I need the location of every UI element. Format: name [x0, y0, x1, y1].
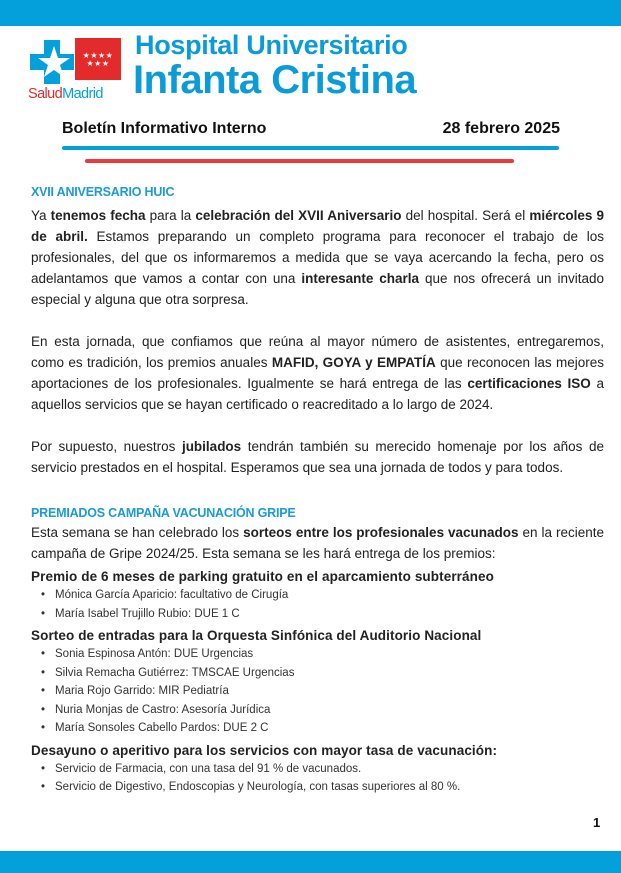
hospital-name-line2: Infanta Cristina [133, 58, 417, 102]
bold-text: certificaciones ISO [467, 376, 591, 391]
list-item: • María Sonsoles Cabello Pardos: DUE 2 C [41, 719, 604, 738]
flu-intro-paragraph [31, 522, 604, 564]
divider-red [85, 159, 514, 163]
text-run: Esta semana se han celebrado los [31, 525, 244, 540]
text-run: Ya [31, 208, 51, 223]
divider-blue [62, 146, 559, 150]
prize-title-breakfast: Desayuno o aperitivo para los servicios con mayor tasa de vacunación: [31, 742, 498, 758]
logo-wordmark [28, 86, 103, 102]
winners-list-breakfast [31, 760, 604, 797]
text-run: del hospital. Será el [401, 208, 530, 223]
list-item: • Silvia Remacha Gutiérrez: TMSCAE Urgencias [41, 664, 604, 683]
text-run: que nos ofrecerá un invitado especial y alguna que otra sorpresa. [31, 271, 605, 307]
salud-madrid-logo [28, 36, 124, 102]
bold-text: miércoles 9 de abril. [31, 208, 605, 244]
newsletter-content [31, 183, 604, 797]
flag-stars-bottom: ★★★ [86, 59, 110, 68]
text-run: tendrán también su merecido homenaje por los años de servicio prestados en el hospital. Esperamos que sea una jornada de todos y para todos. [31, 439, 604, 475]
bold-text: interesante charla [301, 271, 420, 286]
bold-text: MAFID, GOYA y EMPATÍA [271, 355, 436, 370]
star-cross-icon [30, 40, 74, 84]
anniversary-paragraph-2 [31, 331, 604, 415]
flag-stars-top: ★★★★ [82, 51, 114, 60]
section-title-anniversary: XVII ANIVERSARIO HUIC [31, 185, 175, 199]
anniversary-paragraph-3 [31, 436, 604, 478]
text-run: En esta jornada, que confiamos que reúna al mayor número de asistentes, entregaremos, como es tradición, los premios anuales [31, 334, 604, 370]
prize-title-orchestra: Sorteo de entradas para la Orquesta Sinfónica del Auditorio Nacional [31, 628, 482, 643]
text-run: Estamos preparando un completo programa para reconocer el trabajo de los profesionales, del que os informaremos a medida que se vaya acercando la fecha, pero os adelantamos que vamos a contar con una [31, 229, 605, 286]
text-run: para la [145, 208, 196, 223]
logo-salud: Salud [28, 86, 63, 102]
list-item: • Maria Rojo Garrido: MIR Pediatría [41, 682, 604, 701]
madrid-flag [75, 38, 121, 80]
list-item: • Nuria Monjas de Castro: Asesoría Jurídica [41, 701, 604, 720]
list-item: • María Isabel Trujillo Rubio: DUE 1 C [41, 605, 604, 624]
text-run: que reconocen las mejores aportaciones de los profesionales. Igualmente se hará entrega de las [31, 355, 605, 391]
section-title-flu-campaign: PREMIADOS CAMPAÑA VACUNACIÓN GRIPE [31, 506, 296, 520]
bold-text: sorteos entre los profesionales vacunados [243, 525, 519, 540]
anniversary-paragraph-1 [31, 205, 604, 310]
winners-list-parking [31, 586, 604, 623]
bold-text: celebración del XVII Aniversario [195, 208, 402, 223]
hospital-name-line1: Hospital Universitario [135, 30, 408, 60]
logo-madrid: Madrid [62, 86, 103, 102]
list-item: • Servicio de Farmacia, con una tasa del 91 % de vacunados. [41, 760, 604, 779]
text-run: en la reciente campaña de Gripe 2024/25. Esta semana se les hará entrega de los premios: [31, 525, 604, 561]
bold-text: tenemos fecha [50, 208, 146, 223]
list-item: • Sonia Espinosa Antón: DUE Urgencias [41, 645, 604, 664]
text-run: Por supuesto, nuestros [31, 439, 182, 454]
bottom-color-band [0, 851, 621, 873]
bold-text: jubilados [181, 439, 242, 454]
page-number: 1 [593, 815, 601, 830]
bulletin-date: 28 febrero 2025 [442, 120, 560, 137]
top-color-band [0, 0, 621, 26]
list-item: • Servicio de Digestivo, Endoscopias y Neurología, con tasas superiores al 80 %. [41, 778, 604, 797]
prize-title-parking: Premio de 6 meses de parking gratuito en el aparcamiento subterráneo [31, 569, 494, 584]
bulletin-title: Boletín Informativo Interno [62, 120, 267, 137]
winners-list-orchestra [31, 645, 604, 738]
text-run: a aquellos servicios que se hayan certificado o reacreditado a lo largo de 2024. [31, 376, 604, 412]
list-item: • Mónica García Aparicio: facultativo de Cirugía [41, 586, 604, 605]
